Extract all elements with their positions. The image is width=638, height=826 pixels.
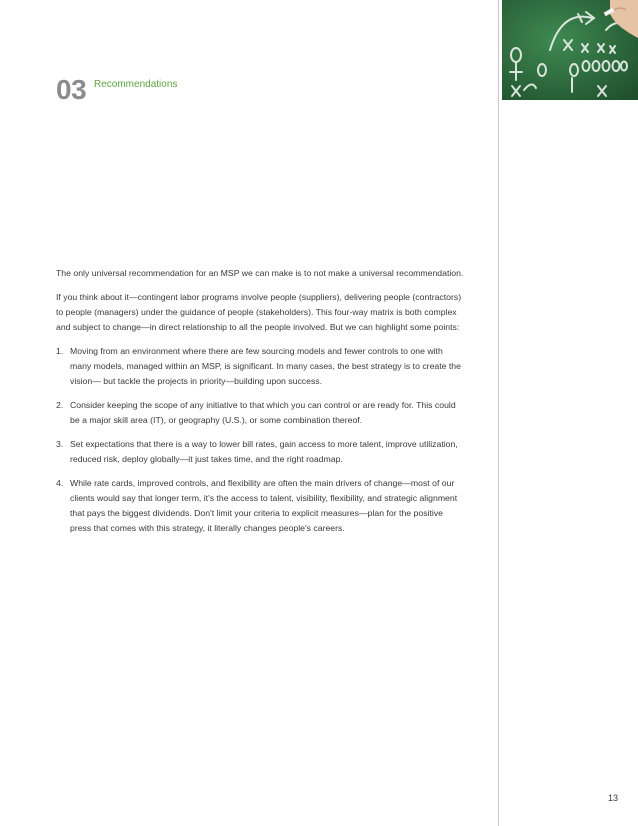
body-text <box>56 266 466 545</box>
list-item <box>56 344 466 389</box>
list-item-text: Moving from an environment where there are few sourcing models and fewer controls to one with many models, managed within an MSP, is significant. In many cases, the best strategy is to create the vision— but tackle the projects in priority—building upon success. <box>70 346 461 386</box>
list-item-number: 3. <box>56 439 64 449</box>
list-item-number: 4. <box>56 478 64 488</box>
list-item-text: Set expectations that there is a way to lower bill rates, gain access to more talent, improve utilization, reduced risk, deploy globally—it just takes time, and the right roadmap. <box>70 439 458 464</box>
section-title: Recommendations <box>94 79 178 90</box>
list-item-text: While rate cards, improved controls, and flexibility are often the main drivers of change—most of our clients would say that longer term, it's the access to talent, visibility, flexibility, and strategic alignment that pays the biggest dividends. Don't limit your criteria to explicit measures—plan for the positive press that comes with this strategy, it literally changes people's careers. <box>70 478 458 533</box>
section-number: 03 <box>56 74 87 105</box>
intro-paragraph: The only universal recommendation for an MSP we can make is to not make a universal recommendation. <box>56 268 464 278</box>
chalkboard-illustration <box>502 0 638 100</box>
chalkboard-photo <box>502 0 638 100</box>
list-item <box>56 476 466 536</box>
column-divider <box>498 0 499 826</box>
page-number: 13 <box>607 793 618 803</box>
list-item-number: 2. <box>56 400 64 410</box>
intro-paragraph: If you think about it—contingent labor programs involve people (suppliers), delivering people (contractors) to people (managers) under the guidance of people (stakeholders). This four-way matrix is both complex and subject to change—in direct relationship to all the people involved. But we can highlight some points: <box>56 292 462 332</box>
list-item-number: 1. <box>56 346 64 356</box>
recommendation-list <box>56 344 466 536</box>
list-item <box>56 437 466 467</box>
list-item <box>56 398 466 428</box>
list-item-text: Consider keeping the scope of any initiative to that which you can control or are ready for. This could be a major skill area (IT), or geography (U.S.), or some combination thereof. <box>70 400 456 425</box>
